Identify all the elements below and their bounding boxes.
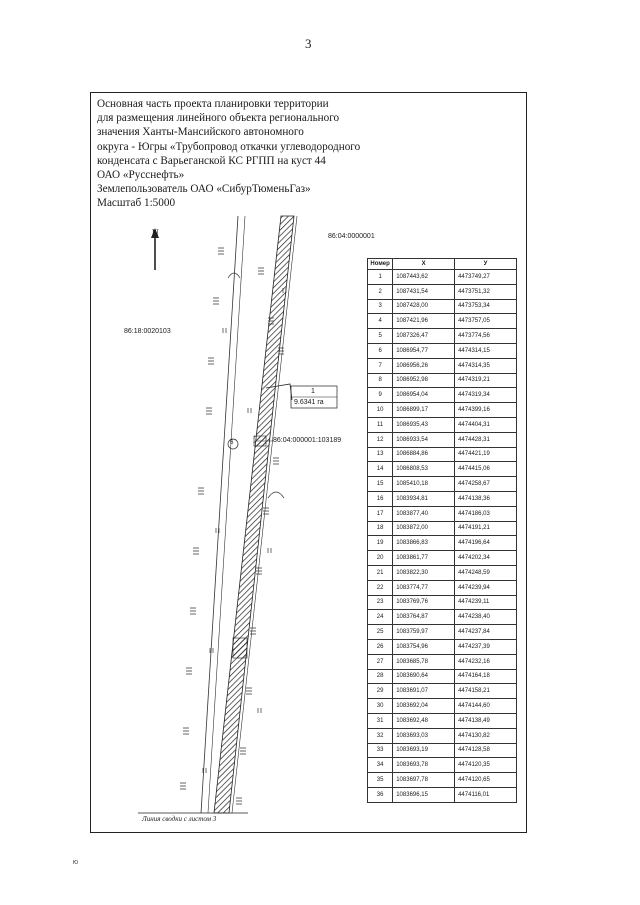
y-coordinate-cell: 4474237,84 bbox=[455, 625, 517, 640]
x-coordinate-cell: 1087428,00 bbox=[393, 299, 455, 314]
y-coordinate-cell: 4474428,31 bbox=[455, 432, 517, 447]
table-row bbox=[368, 625, 517, 640]
table-row bbox=[368, 284, 517, 299]
x-coordinate-cell: 1083693,78 bbox=[393, 758, 455, 773]
x-coordinate-cell: 1085410,18 bbox=[393, 477, 455, 492]
x-coordinate-cell: 1083696,15 bbox=[393, 787, 455, 802]
table-row bbox=[368, 580, 517, 595]
table-row bbox=[368, 491, 517, 506]
column-header-y: У bbox=[455, 259, 517, 270]
point-number-cell: 14 bbox=[368, 462, 393, 477]
y-coordinate-cell: 4474238,40 bbox=[455, 610, 517, 625]
table-row bbox=[368, 521, 517, 536]
table-row bbox=[368, 432, 517, 447]
title-line: ОАО «Русснефть» bbox=[97, 169, 185, 182]
table-row bbox=[368, 669, 517, 684]
x-coordinate-cell: 1083861,77 bbox=[393, 551, 455, 566]
x-coordinate-cell: 1083877,40 bbox=[393, 506, 455, 521]
y-coordinate-cell: 4474158,21 bbox=[455, 684, 517, 699]
x-coordinate-cell: 1083690,64 bbox=[393, 669, 455, 684]
table-row bbox=[368, 654, 517, 669]
point-marker-label: 6 bbox=[230, 440, 234, 446]
point-number-cell: 21 bbox=[368, 565, 393, 580]
y-coordinate-cell: 4474196,64 bbox=[455, 536, 517, 551]
corridor-edge-line bbox=[232, 216, 297, 813]
point-number-cell: 5 bbox=[368, 329, 393, 344]
y-coordinate-cell: 4474319,21 bbox=[455, 373, 517, 388]
point-number-cell: 10 bbox=[368, 403, 393, 418]
table-row bbox=[368, 447, 517, 462]
point-number-cell: 25 bbox=[368, 625, 393, 640]
y-coordinate-cell: 4473757,05 bbox=[455, 314, 517, 329]
point-number-cell: 8 bbox=[368, 373, 393, 388]
x-coordinate-cell: 1083759,97 bbox=[393, 625, 455, 640]
point-number-cell: 33 bbox=[368, 743, 393, 758]
x-coordinate-cell: 1086933,54 bbox=[393, 432, 455, 447]
x-coordinate-cell: 1083769,76 bbox=[393, 595, 455, 610]
column-header-number: Номер bbox=[368, 259, 393, 270]
page-number: 3 bbox=[305, 36, 312, 51]
y-coordinate-cell: 4474239,94 bbox=[455, 580, 517, 595]
table-row bbox=[368, 506, 517, 521]
table-row bbox=[368, 699, 517, 714]
point-number-cell: 7 bbox=[368, 358, 393, 373]
y-coordinate-cell: 4474399,16 bbox=[455, 403, 517, 418]
area-number-label: 1 bbox=[311, 388, 315, 395]
table-row bbox=[368, 595, 517, 610]
point-number-cell: 24 bbox=[368, 610, 393, 625]
y-coordinate-cell: 4474202,34 bbox=[455, 551, 517, 566]
x-coordinate-cell: 1083934,81 bbox=[393, 491, 455, 506]
y-coordinate-cell: 4474186,03 bbox=[455, 506, 517, 521]
parcel-label-right: 86:04:0000001 bbox=[328, 233, 375, 240]
x-coordinate-cell: 1083693,19 bbox=[393, 743, 455, 758]
y-coordinate-cell: 4473751,32 bbox=[455, 284, 517, 299]
table-row bbox=[368, 343, 517, 358]
table-row bbox=[368, 565, 517, 580]
y-coordinate-cell: 4473774,56 bbox=[455, 329, 517, 344]
point-number-cell: 9 bbox=[368, 388, 393, 403]
x-coordinate-cell: 1083872,00 bbox=[393, 521, 455, 536]
title-line: Основная часть проекта планировки территории bbox=[97, 98, 329, 110]
y-coordinate-cell: 4474237,39 bbox=[455, 639, 517, 654]
north-label: N bbox=[152, 228, 159, 238]
point-number-cell: 26 bbox=[368, 639, 393, 654]
title-line: конденсата с Варьеганской КС РГПП на куст 44 bbox=[97, 154, 326, 167]
table-row bbox=[368, 743, 517, 758]
point-number-cell: 6 bbox=[368, 343, 393, 358]
point-number-cell: 22 bbox=[368, 580, 393, 595]
table-row bbox=[368, 403, 517, 418]
y-coordinate-cell: 4474116,01 bbox=[455, 787, 517, 802]
y-coordinate-cell: 4474130,82 bbox=[455, 728, 517, 743]
point-number-cell: 18 bbox=[368, 521, 393, 536]
title-block bbox=[97, 97, 417, 211]
y-coordinate-cell: 4474120,35 bbox=[455, 758, 517, 773]
x-coordinate-cell: 1083764,87 bbox=[393, 610, 455, 625]
table-row bbox=[368, 388, 517, 403]
x-coordinate-cell: 1083822,30 bbox=[393, 565, 455, 580]
point-number-cell: 23 bbox=[368, 595, 393, 610]
y-coordinate-cell: 4474248,59 bbox=[455, 565, 517, 580]
table-row bbox=[368, 639, 517, 654]
point-number-cell: 19 bbox=[368, 536, 393, 551]
point-number-cell: 13 bbox=[368, 447, 393, 462]
table-row bbox=[368, 773, 517, 788]
point-number-cell: 16 bbox=[368, 491, 393, 506]
x-coordinate-cell: 1083692,04 bbox=[393, 699, 455, 714]
point-number-cell: 31 bbox=[368, 713, 393, 728]
parcel-label-left: 86:18:0020103 bbox=[124, 328, 171, 335]
point-number-cell: 12 bbox=[368, 432, 393, 447]
point-number-cell: 11 bbox=[368, 417, 393, 432]
y-coordinate-cell: 4474191,21 bbox=[455, 521, 517, 536]
table-row bbox=[368, 329, 517, 344]
table-row bbox=[368, 462, 517, 477]
table-row bbox=[368, 417, 517, 432]
parcel-label-center: 86:04:000001:103189 bbox=[273, 437, 342, 444]
y-coordinate-cell: 4473753,34 bbox=[455, 299, 517, 314]
pipeline-corridor bbox=[214, 216, 294, 813]
y-coordinate-cell: 4474319,34 bbox=[455, 388, 517, 403]
x-coordinate-cell: 1083691,07 bbox=[393, 684, 455, 699]
point-number-cell: 36 bbox=[368, 787, 393, 802]
table-row bbox=[368, 314, 517, 329]
x-coordinate-cell: 1087431,54 bbox=[393, 284, 455, 299]
y-coordinate-cell: 4474404,31 bbox=[455, 417, 517, 432]
title-line: значения Ханты-Мансийского автономного bbox=[97, 126, 304, 139]
x-coordinate-cell: 1086808,53 bbox=[393, 462, 455, 477]
table-row bbox=[368, 358, 517, 373]
y-coordinate-cell: 4474138,49 bbox=[455, 713, 517, 728]
table-header-row bbox=[368, 259, 517, 270]
x-coordinate-cell: 1083866,83 bbox=[393, 536, 455, 551]
point-number-cell: 4 bbox=[368, 314, 393, 329]
y-coordinate-cell: 4474138,36 bbox=[455, 491, 517, 506]
y-coordinate-cell: 4474144,60 bbox=[455, 699, 517, 714]
sheet-join-note: Линия сводки с листом 3 bbox=[142, 815, 217, 823]
table-row bbox=[368, 373, 517, 388]
table-row bbox=[368, 270, 517, 285]
x-coordinate-cell: 1083697,78 bbox=[393, 773, 455, 788]
x-coordinate-cell: 1083685,78 bbox=[393, 654, 455, 669]
point-number-cell: 35 bbox=[368, 773, 393, 788]
x-coordinate-cell: 1086954,04 bbox=[393, 388, 455, 403]
y-coordinate-cell: 4474314,35 bbox=[455, 358, 517, 373]
table-row bbox=[368, 299, 517, 314]
x-coordinate-cell: 1087326,47 bbox=[393, 329, 455, 344]
x-coordinate-cell: 1083754,96 bbox=[393, 639, 455, 654]
point-number-cell: 27 bbox=[368, 654, 393, 669]
x-coordinate-cell: 1083692,48 bbox=[393, 713, 455, 728]
table-row bbox=[368, 787, 517, 802]
x-coordinate-cell: 1086884,86 bbox=[393, 447, 455, 462]
table-row bbox=[368, 713, 517, 728]
y-coordinate-cell: 4473749,27 bbox=[455, 270, 517, 285]
title-line: Масштаб 1:5000 bbox=[97, 197, 176, 210]
table-row bbox=[368, 728, 517, 743]
table-row bbox=[368, 536, 517, 551]
x-coordinate-cell: 1086899,17 bbox=[393, 403, 455, 418]
pad-area bbox=[233, 638, 247, 658]
point-number-cell: 3 bbox=[368, 299, 393, 314]
coordinates-table bbox=[367, 258, 517, 803]
title-line: округа - Югры «Трубопровод откачки углеводородного bbox=[97, 140, 361, 153]
table-row bbox=[368, 551, 517, 566]
x-coordinate-cell: 1087421,96 bbox=[393, 314, 455, 329]
table-body bbox=[368, 270, 517, 803]
coordinates-table-wrapper bbox=[367, 258, 517, 803]
table-row bbox=[368, 477, 517, 492]
x-coordinate-cell: 1087443,62 bbox=[393, 270, 455, 285]
y-coordinate-cell: 4474239,11 bbox=[455, 595, 517, 610]
table-row bbox=[368, 610, 517, 625]
x-coordinate-cell: 1083693,03 bbox=[393, 728, 455, 743]
map-drawing bbox=[98, 208, 358, 828]
y-coordinate-cell: 4474314,15 bbox=[455, 343, 517, 358]
point-number-cell: 2 bbox=[368, 284, 393, 299]
column-header-x: X bbox=[393, 259, 455, 270]
point-number-cell: 17 bbox=[368, 506, 393, 521]
y-coordinate-cell: 4474258,67 bbox=[455, 477, 517, 492]
x-coordinate-cell: 1086952,98 bbox=[393, 373, 455, 388]
x-coordinate-cell: 1086956,26 bbox=[393, 358, 455, 373]
y-coordinate-cell: 4474120,65 bbox=[455, 773, 517, 788]
y-coordinate-cell: 4474128,58 bbox=[455, 743, 517, 758]
y-coordinate-cell: 4474415,06 bbox=[455, 462, 517, 477]
table-row bbox=[368, 758, 517, 773]
point-number-cell: 20 bbox=[368, 551, 393, 566]
point-number-cell: 32 bbox=[368, 728, 393, 743]
title-line: для размещения линейного объекта регионального bbox=[97, 112, 340, 125]
y-coordinate-cell: 4474421,19 bbox=[455, 447, 517, 462]
point-number-cell: 1 bbox=[368, 270, 393, 285]
table-row bbox=[368, 684, 517, 699]
site-plan-map bbox=[98, 208, 375, 828]
y-coordinate-cell: 4474232,16 bbox=[455, 654, 517, 669]
x-coordinate-cell: 1086935,43 bbox=[393, 417, 455, 432]
x-coordinate-cell: 1083774,77 bbox=[393, 580, 455, 595]
point-number-cell: 28 bbox=[368, 669, 393, 684]
title-line: Землепользователь ОАО «СибурТюменьГаз» bbox=[97, 183, 311, 196]
point-number-cell: 15 bbox=[368, 477, 393, 492]
point-number-cell: 34 bbox=[368, 758, 393, 773]
point-number-cell: 30 bbox=[368, 699, 393, 714]
footer-mark: Ю bbox=[73, 860, 79, 866]
y-coordinate-cell: 4474164,18 bbox=[455, 669, 517, 684]
x-coordinate-cell: 1086954,77 bbox=[393, 343, 455, 358]
area-value-label: 9.6341 га bbox=[294, 399, 324, 406]
point-number-cell: 29 bbox=[368, 684, 393, 699]
